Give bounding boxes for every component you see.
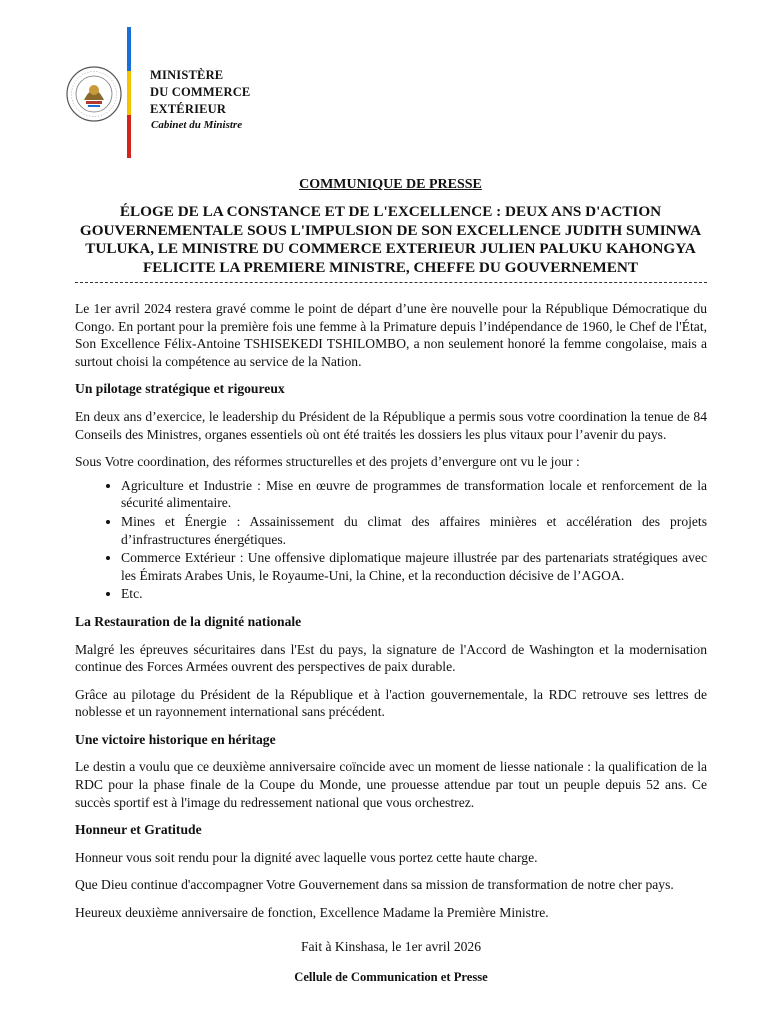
- government-seal-icon: [66, 66, 122, 122]
- paragraph: Honneur vous soit rendu pour la dignité avec laquelle vous portez cette haute charge.: [75, 849, 538, 865]
- paragraph: Sous Votre coordination, des réformes structurelles et des projets d’envergure ont vu le jour :: [75, 454, 580, 470]
- paragraph: Grâce au pilotage du Président de la République et à l'action gouvernementale, la RDC retrouve ses lettres de noblesse et un rayonnement international sans précédent.: [75, 686, 707, 720]
- list-item: • Mines et Énergie : Assainissement du climat des affaires minières et accélération des projets d’infrastructures énergétiques.: [121, 513, 707, 548]
- separator-line: [75, 282, 707, 283]
- section-heading: La Restauration de la dignité nationale: [75, 613, 302, 629]
- list-item: • Agriculture et Industrie : Mise en œuvre de programmes de transformation locale et renforcement de la sécurité alimentaire.: [121, 477, 707, 512]
- document-title: COMMUNIQUE DE PRESSE: [299, 177, 482, 192]
- signature: Cellule de Communication et Presse: [294, 970, 488, 985]
- section-heading: Honneur et Gratitude: [75, 822, 202, 838]
- flag-blue-stripe: [127, 27, 131, 71]
- section-heading: Une victoire historique en héritage: [75, 731, 276, 747]
- headline: ÉLOGE DE LA CONSTANCE ET DE L'EXCELLENCE : DEUX ANS D'ACTION GOUVERNEMENTALE SOUS L'IMPULSION DE SON EXCELLENCE JUDITH SUMINWA TULUKA, LE MINISTRE DU COMMERCE EXTERIEUR JULIEN PALUKU KAHONGYA FELICITE LA PREMIERE MINISTRE, CHEFFE DU GOUVERNEMENT: [79, 203, 702, 276]
- paragraph: Que Dieu continue d'accompagner Votre Gouvernement dans sa mission de transformation de notre cher pays.: [75, 877, 674, 893]
- flag-color-bar: [127, 27, 131, 158]
- place-date: Fait à Kinshasa, le 1er avril 2026: [300, 938, 482, 954]
- list-item: • Etc.: [121, 585, 707, 603]
- paragraph: Heureux deuxième anniversaire de fonction, Excellence Madame la Première Ministre.: [75, 905, 549, 921]
- intro-paragraph: Le 1er avril 2024 restera gravé comme le point de départ d’une ère nouvelle pour la République Démocratique du Congo. En portant pour la première fois une femme à la Primature depuis l’indépendance de 1960, le Chef de l'État, Son Excellence Félix-Antoine TSHISEKEDI TSHILOMBO, a non seulement honoré la femme congolaise, mais a surtout choisi la compétence au service de la Nation.: [75, 301, 707, 369]
- cabinet-label: Cabinet du Ministre: [151, 119, 243, 131]
- document-body: [75, 300, 707, 997]
- paragraph: Malgré les épreuves sécuritaires dans l'Est du pays, la signature de l'Accord de Washington et la modernisation continue des Forces Armées ouvrent des perspectives de paix durable.: [75, 641, 707, 675]
- ministry-line-3: EXTÉRIEUR: [150, 102, 227, 116]
- section-heading: Un pilotage stratégique et rigoureux: [75, 381, 285, 397]
- paragraph: En deux ans d’exercice, le leadership du Président de la République a permis sous votre coordination la tenue de 84 Conseils des Ministres, organes essentiels où ont été traités les dossiers les plus vitaux pour l’avenir du pays.: [75, 408, 707, 442]
- reforms-list: [75, 477, 707, 603]
- ministry-line-2: DU COMMERCE: [150, 85, 251, 99]
- ministry-name: [150, 67, 250, 118]
- flag-red-stripe: [127, 115, 131, 158]
- paragraph: Le destin a voulu que ce deuxième anniversaire coïncide avec un moment de liesse nationale : la qualification de la RDC pour la phase finale de la Coupe du Monde, une prouesse attendue par tout un peuple depuis 52 ans. Ce succès sportif est à l'image du redressement national que vous orchestrez.: [75, 759, 707, 810]
- ministry-line-1: MINISTÈRE: [150, 68, 224, 82]
- flag-yellow-stripe: [127, 71, 131, 115]
- list-item: • Commerce Extérieur : Une offensive diplomatique majeure illustrée par des partenariats stratégiques avec les Émirats Arabes Unis, le Royaume-Uni, la Chine, et la reconduction décisive de l’AGOA.: [121, 549, 707, 584]
